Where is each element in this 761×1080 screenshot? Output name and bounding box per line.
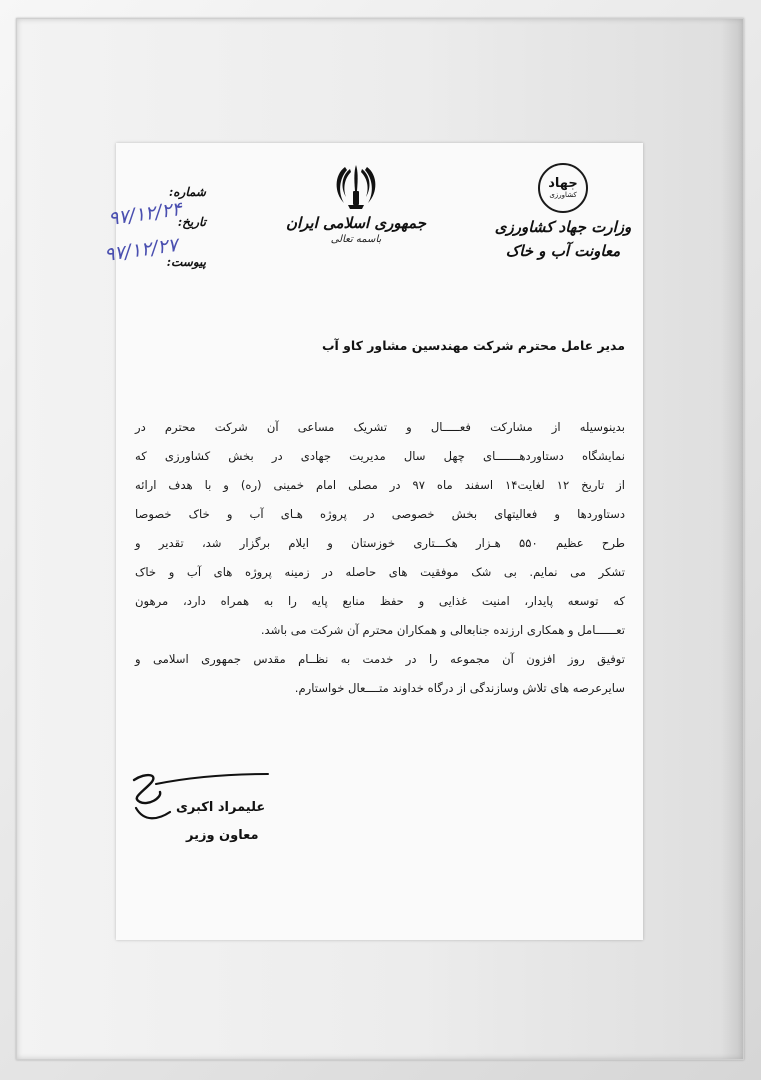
letter-meta bbox=[102, 183, 236, 283]
attachment-label: پیوست: bbox=[166, 255, 206, 269]
body-line: که توسعه پایدار، امنیت غذایی و حفظ منابع پایه را به همراه دارد، مرهون bbox=[135, 594, 625, 608]
signer-title: معاون وزیر bbox=[186, 828, 259, 843]
logo-top-text: جهاد bbox=[548, 175, 578, 191]
body-line: نمایشگاه دستاوردهـــــــای چهل سال مدیریت جهادی در بخش کشاورزی که bbox=[135, 449, 625, 463]
ministry-header bbox=[493, 163, 633, 263]
date-handwritten: ۹۷/۱۲/۲۷ bbox=[102, 233, 180, 267]
addressee: مدیر عامل محترم شرکت مهندسین مشاور کاو آب bbox=[321, 338, 625, 353]
state-title: جمهوری اسلامی ایران bbox=[285, 214, 426, 232]
jahad-keshavarzi-logo-icon bbox=[538, 163, 588, 213]
logo-bottom-text: کشاورزی bbox=[549, 190, 577, 199]
ministry-deputy: معاونت آب و خاک bbox=[505, 242, 621, 260]
ministry-name: وزارت جهاد کشاورزی bbox=[494, 218, 632, 236]
body-line: توفیق روز افزون آن مجموعه را در خدمت به نظــام مقدس جمهوری اسلامی و bbox=[135, 652, 625, 666]
date-label: تاریخ: bbox=[177, 215, 206, 229]
body-line: طرح عظیم ۵۵۰ هـزار هکـــتاری خوزستان و ایلام برگزار شد، تقدیر و bbox=[135, 536, 626, 550]
body-line: از تاریخ ۱۲ لغایت۱۴ اسفند ماه ۹۷ در مصلی امام خمینی (ره) و با هدف ارائه bbox=[135, 478, 625, 492]
number-handwritten: ۹۷/۱۲/۲۴ bbox=[106, 197, 184, 231]
body-line: دستاوردها و فعالیتهای بخش خصوصی در پروژه هـای آب و خاک خصوصا bbox=[135, 507, 625, 521]
state-emblem-block bbox=[286, 161, 426, 247]
letter-body bbox=[135, 413, 625, 703]
signature-block bbox=[126, 768, 276, 858]
body-line: سایرعرصه های تلاش وسازندگی از درگاه خداوند متــــعال خواستارم. bbox=[294, 681, 625, 695]
handwritten-signature-icon bbox=[126, 768, 276, 828]
body-line: تشکر می نمایم. بی شک موفقیت های حاصله در زمینه پروژه های آب و خاک bbox=[135, 565, 625, 579]
iran-emblem-icon bbox=[328, 161, 384, 213]
invocation-text: باسمه تعالی bbox=[330, 234, 382, 245]
body-line: تعــــــامل و همکاری ارزنده جنابعالی و همکاران محترم آن شرکت می باشد. bbox=[260, 623, 625, 637]
letter-paper bbox=[102, 143, 643, 940]
body-line: بدینوسیله از مشارکت فعـــــال و تشریک مساعی آن شرکت محترم در bbox=[135, 420, 625, 434]
signer-name: علیمراد اکبری bbox=[176, 800, 266, 815]
number-label: شماره: bbox=[168, 185, 206, 199]
